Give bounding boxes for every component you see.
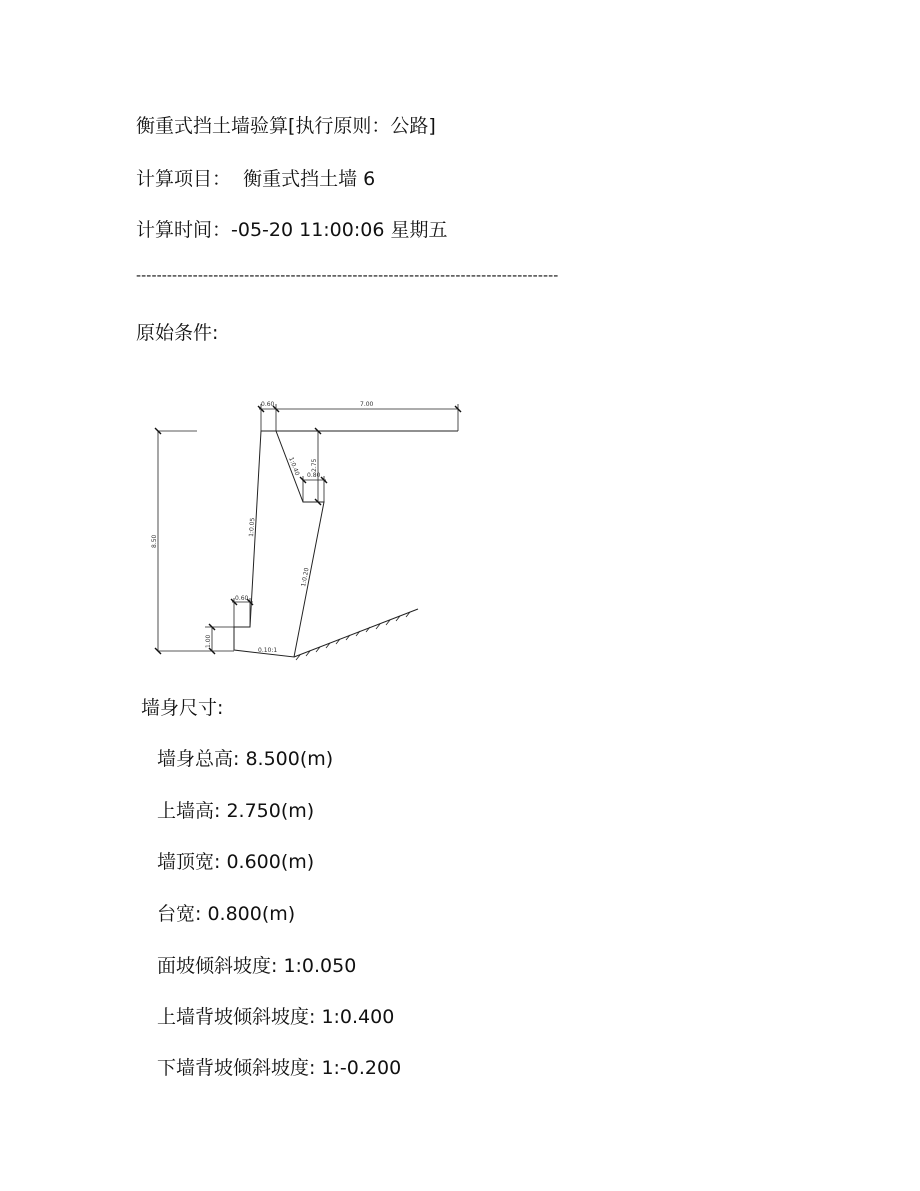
wall-size-heading: 墙身尺寸:	[141, 697, 224, 719]
wall-size-item: 墙顶宽: 0.600(m)	[157, 851, 315, 873]
label-lower-back-slope: 1:0.20	[300, 567, 311, 588]
label-total-height: 8.50	[151, 534, 158, 548]
label-upper-height: 2.75	[311, 458, 318, 472]
label-bench-width: 0.80	[307, 472, 321, 479]
wall-size-item: 上墙高: 2.750(m)	[157, 800, 315, 822]
doc-title: 衡重式挡土墙验算[执行原则：公路]	[136, 115, 436, 137]
wall-size-item: 上墙背坡倾斜坡度: 1:0.400	[157, 1006, 395, 1028]
conditions-heading: 原始条件:	[136, 322, 219, 344]
label-face-slope: 1:0.05	[248, 517, 257, 538]
separator-line: ----------------------------------------------------------------------------------	[136, 268, 559, 284]
label-toe-width: 0.60	[235, 595, 249, 602]
wall-size-item: 下墙背坡倾斜坡度: 1:-0.200	[157, 1057, 402, 1079]
label-upper-back-slope: 1:0.40	[287, 456, 301, 477]
label-toe-height: 1.00	[205, 634, 212, 648]
wall-size-item: 面坡倾斜坡度: 1:0.050	[157, 955, 357, 977]
project-line: 计算项目： 衡重式挡土墙 6	[136, 168, 376, 190]
label-base-slope: 0.10:1	[258, 647, 278, 654]
time-line: 计算时间：-05-20 11:00:06 星期五	[136, 219, 448, 241]
label-fill-width: 7.00	[360, 401, 374, 408]
wall-size-item: 台宽: 0.800(m)	[157, 903, 296, 925]
label-top-width: 0.60	[261, 401, 275, 408]
wall-size-item: 墙身总高: 8.500(m)	[157, 748, 334, 770]
